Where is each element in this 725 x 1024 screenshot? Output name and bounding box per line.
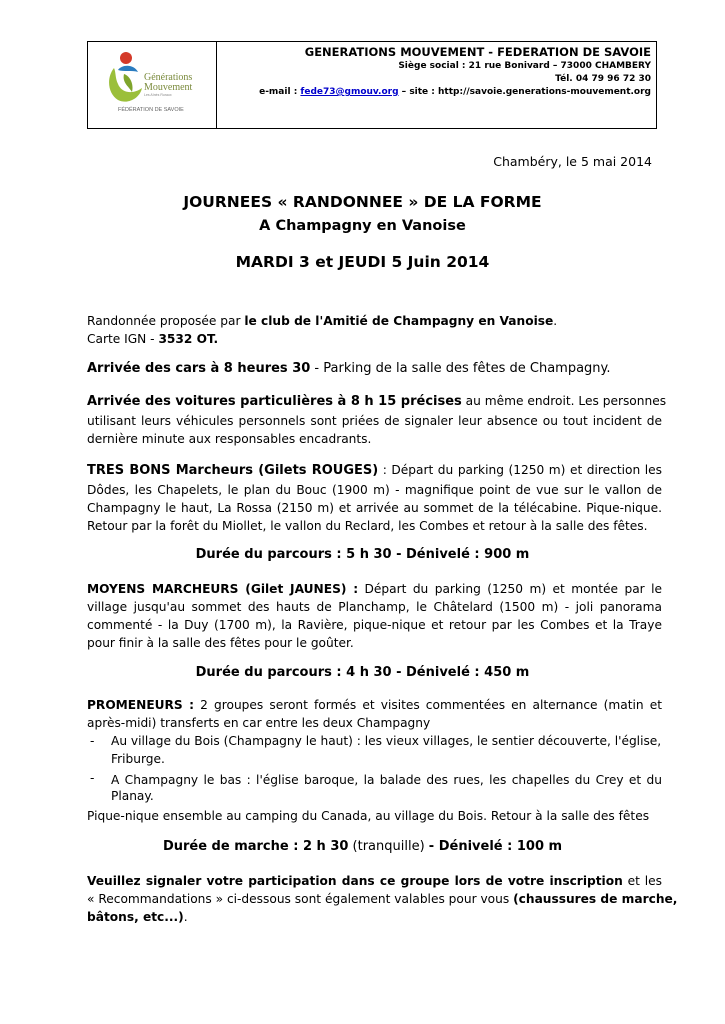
- medium-group-heading: MOYENS MARCHEURS (Gilet JAUNES) :: [87, 582, 359, 596]
- document-location: A Champagny en Vanoise: [259, 218, 466, 234]
- closing-equipment: (chaussures de marche,: [513, 892, 678, 906]
- medium-group-line2: village jusqu'au sommet des hauts de Planchamp, le Châtelard (1500 m) - joli panorama: [87, 600, 662, 614]
- bus-arrival: [87, 360, 611, 378]
- logo: [88, 42, 217, 128]
- bus-arrival-place: - Parking de la salle des fêtes de Champagny.: [310, 361, 611, 376]
- closing-text1: et les: [622, 874, 662, 888]
- medium-group-duration: Durée du parcours : 4 h 30 - Dénivelé : 450 m: [195, 665, 530, 680]
- medium-group-line4: pour finir à la salle des fêtes pour le goûter.: [87, 636, 354, 650]
- bullet-marker: -: [90, 734, 95, 748]
- car-arrival-line1: [87, 392, 667, 411]
- logo-region: FÉDÉRATION DE SAVOIE: [118, 107, 184, 113]
- strong-group-duration: Durée du parcours : 5 h 30 - Dénivelé : 900 m: [195, 547, 530, 562]
- bus-arrival-time: Arrivée des cars à 8 heures 30: [87, 361, 311, 376]
- bullet1-line2: Friburge.: [111, 752, 165, 766]
- car-arrival-text: au même endroit. Les personnes: [461, 394, 667, 408]
- walkers-group-heading: PROMENEURS :: [87, 698, 195, 712]
- walkers-picnic: Pique-nique ensemble au camping du Canada, au village du Bois. Retour à la salle des fêtes: [87, 809, 650, 823]
- closing-text2: « Recommandations » ci-dessous sont également valables pour vous: [87, 892, 514, 906]
- logo-mark-icon: [104, 48, 144, 106]
- strong-group-line2: Dôdes, les Chapelets, le plan du Bouc (1900 m) - magnifique point de vue sur le vallon de: [87, 483, 662, 497]
- document-title: JOURNEES « RANDONNEE » DE LA FORME: [183, 193, 542, 211]
- map-label: Carte IGN -: [87, 332, 159, 346]
- closing-equipment-end: bâtons, etc...): [87, 910, 184, 924]
- strong-group-heading: TRES BONS Marcheurs (Gilets ROUGES): [87, 463, 379, 478]
- email-label: e-mail :: [259, 87, 301, 97]
- document-dates: MARDI 3 et JEUDI 5 Juin 2014: [235, 253, 490, 271]
- closing-line1: [87, 872, 662, 890]
- bullet1-line1: Au village du Bois (Champagny le haut) : les vieux villages, le sentier découverte, l'église,: [111, 734, 662, 748]
- strong-group-line4: Retour par la forêt du Miollet, le vallon du Reclard, les Combes et retour à la salle des fêtes.: [87, 519, 648, 533]
- car-arrival-line2: utilisant leurs véhicules personnels sont priées de signaler leur absence ou tout incident de: [87, 414, 662, 428]
- bullet-marker: -: [90, 771, 95, 785]
- bullet2-line2: Planay.: [111, 789, 154, 803]
- car-arrival-line3: dernière minute aux responsables encadrants.: [87, 432, 372, 446]
- map-reference: 3532 OT.: [158, 332, 219, 346]
- organization-info: [259, 45, 651, 99]
- walkers-group-duration: [0, 839, 725, 854]
- email-link[interactable]: fede73@gmouv.org: [300, 87, 399, 97]
- intro-line: [87, 312, 557, 330]
- letterhead: [87, 41, 657, 129]
- closing-line2: [87, 890, 678, 908]
- car-arrival-time: Arrivée des voitures particulières à 8 h 15 précises: [87, 394, 462, 409]
- walkers-group-line2: après-midi) transferts en car entre les deux Champagny: [87, 716, 431, 730]
- closing-request: Veuillez signaler votre participation dans ce groupe lors de votre inscription: [87, 874, 623, 888]
- intro-suffix: .: [553, 314, 558, 328]
- walkers-group-text: 2 groupes seront formés et visites commentées en alternance (matin et: [194, 698, 662, 712]
- walk-elevation: - Dénivelé : 100 m: [428, 839, 563, 854]
- logo-tagline: Les Aînés Ruraux: [144, 93, 172, 97]
- walkers-group-line1: [87, 696, 662, 714]
- organization-phone: Tél. 04 79 96 72 30: [555, 74, 651, 84]
- logo-text-line2: Mouvement: [144, 82, 193, 93]
- closing-period: .: [183, 910, 188, 924]
- bullet2-line1: A Champagny le bas : l'église baroque, la balade des rues, les chapelles du Crey et du: [111, 773, 662, 787]
- strong-group-line1: [87, 461, 662, 480]
- intro-club: le club de l'Amitié de Champagny en Vanoise: [244, 314, 554, 328]
- walk-duration: Durée de marche : 2 h 30: [162, 839, 349, 854]
- medium-group-line1: [87, 580, 662, 598]
- logo-text-line1: Générations: [144, 72, 193, 83]
- closing-line3: [87, 908, 188, 926]
- medium-group-line3: commenté - la Duy (1700 m), la Ravière, pique-nique et retour par les Combes et la Traye: [87, 618, 662, 632]
- website-text: – site : http://savoie.generations-mouvement.org: [398, 87, 651, 97]
- organization-contact: [259, 86, 651, 99]
- strong-group-line3: Champagny le haut, La Rossa (2150 m) et arrivée au sommet de la télécabine. Pique-nique.: [87, 501, 662, 515]
- strong-group-text: : Départ du parking (1250 m) et direction les: [378, 463, 662, 477]
- organization-name: GENERATIONS MOUVEMENT - FEDERATION DE SAVOIE: [304, 45, 651, 59]
- intro-prefix: Randonnée proposée par: [87, 314, 245, 328]
- walk-pace: (tranquille): [348, 839, 429, 854]
- map-line: [87, 330, 218, 348]
- document-date: Chambéry, le 5 mai 2014: [493, 154, 652, 169]
- organization-address: Siège social : 21 rue Bonivard – 73000 CHAMBERY: [398, 61, 651, 71]
- medium-group-text: Départ du parking (1250 m) et montée par le: [358, 582, 662, 596]
